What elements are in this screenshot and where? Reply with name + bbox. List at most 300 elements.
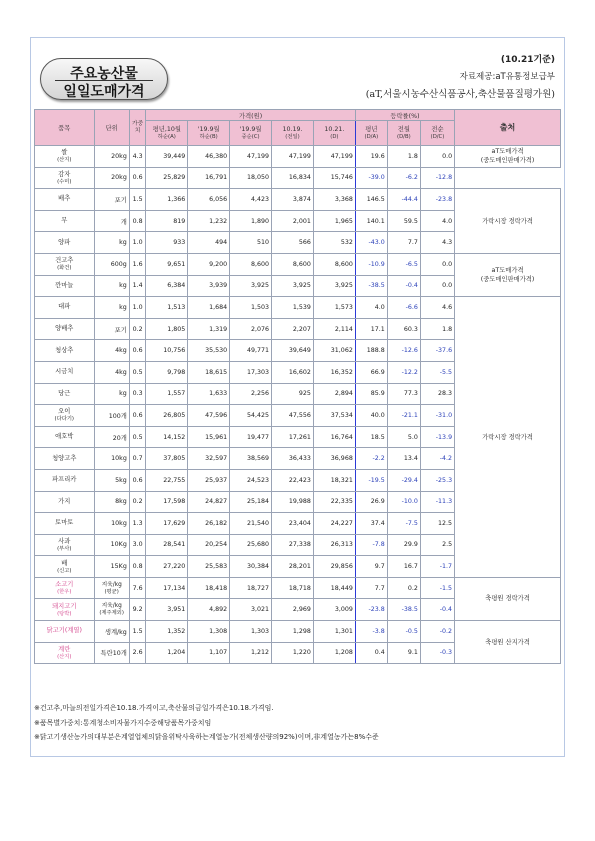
item-weight: 0.6 [129,469,146,491]
rate-vs-normal: 7.7 [355,577,387,599]
price-current: 37,534 [313,405,355,427]
rate-vs-normal: 26.9 [355,491,387,513]
price-normal: 17,629 [146,513,188,535]
item-weight: 7.6 [129,577,146,599]
rate-vs-period: -25.3 [420,469,454,491]
price-previous-day: 16,602 [272,361,314,383]
item-unit-text: 20개 [112,434,127,442]
item-unit-sub: (평균) [104,588,119,595]
item-unit-text: 지육/kg [101,603,122,610]
price-last-period: 38,569 [230,448,272,470]
rate-vs-normal: 146.5 [355,189,387,211]
title-line1: 주요농산물 [70,66,138,82]
rate-vs-normal: 18.5 [355,426,387,448]
item-name [35,146,95,168]
item-weight: 0.8 [129,210,146,232]
item-weight: 1.3 [129,513,146,535]
date-basis: (10.21기준) [500,55,555,65]
item-name-text: 양파 [58,238,71,246]
rate-vs-normal: 140.1 [355,210,387,232]
item-name [35,577,95,599]
price-current: 1,965 [313,210,355,232]
item-name-text: 시금치 [55,368,74,376]
header-price-group: 가격(원) [146,110,356,121]
item-name-text: 깐마늘 [55,281,74,289]
price-current: 47,199 [313,146,355,168]
rate-vs-normal: -3.8 [355,621,387,643]
table-row [35,253,561,275]
item-unit-text: 8kg [115,498,127,506]
price-current: 532 [313,232,355,254]
item-weight: 3.0 [129,534,146,556]
item-unit-text: 600g [110,260,127,268]
price-previous-day: 566 [272,232,314,254]
item-unit-text: 4kg [115,368,127,376]
item-name-text: 배 [61,559,68,567]
item-name-text: 건고추 [55,257,74,265]
item-name [35,513,95,535]
item-name-text: 당근 [58,389,71,397]
rate-vs-month: -6.6 [387,297,420,319]
price-normal: 1,352 [146,621,188,643]
rate-vs-period: 0.0 [420,146,454,168]
item-unit [94,318,129,340]
price-last-period: 510 [230,232,272,254]
source-label: 가락시장 경락가격 [482,217,533,225]
item-weight: 0.6 [129,405,146,427]
table-row [35,189,561,211]
price-previous-day: 16,834 [272,167,314,189]
price-last-period: 3,925 [230,275,272,297]
item-unit-text: 20kg [111,174,127,182]
rate-vs-normal: 19.6 [355,146,387,168]
footnotes [34,701,379,745]
header-source: 출처 [455,110,561,146]
item-name-text: 토마토 [55,519,74,527]
price-last-period: 2,256 [230,383,272,405]
price-last-month: 1,107 [188,642,230,664]
price-normal: 37,805 [146,448,188,470]
price-current: 36,968 [313,448,355,470]
rate-vs-period: -23.8 [420,189,454,211]
price-normal: 17,598 [146,491,188,513]
rate-vs-normal: 4.0 [355,297,387,319]
item-name-text: 무 [61,217,68,225]
item-name [35,318,95,340]
item-weight: 0.7 [129,448,146,470]
item-name-text: 계란 [58,645,71,653]
rate-vs-normal: 85.9 [355,383,387,405]
rate-vs-month: 60.3 [387,318,420,340]
item-name [35,361,95,383]
price-last-period: 24,523 [230,469,272,491]
item-unit [94,146,129,168]
item-name-text: 청상추 [55,346,74,354]
price-current: 29,856 [313,556,355,578]
item-unit [94,448,129,470]
price-last-month: 32,597 [188,448,230,470]
price-current: 2,894 [313,383,355,405]
item-unit-text: 지육/kg [101,581,122,588]
price-normal: 17,134 [146,577,188,599]
price-last-period: 49,771 [230,340,272,362]
price-normal: 3,951 [146,599,188,621]
price-last-month: 1,319 [188,318,230,340]
price-last-period: 1,303 [230,621,272,643]
price-current: 18,321 [313,469,355,491]
rate-vs-normal: 66.9 [355,361,387,383]
price-current: 26,313 [313,534,355,556]
price-current: 18,449 [313,577,355,599]
item-name [35,275,95,297]
title-badge [40,58,168,100]
item-name-text: 감자 [58,170,71,178]
item-name-sub: (탕박) [57,610,72,617]
price-last-period: 18,050 [230,167,272,189]
item-unit-text: 100개 [108,412,127,420]
item-unit [94,599,129,621]
item-name [35,642,95,664]
rate-vs-month: 0.2 [387,577,420,599]
price-previous-day: 17,261 [272,426,314,448]
rate-vs-normal: -39.0 [355,167,387,189]
rate-vs-normal: 0.4 [355,642,387,664]
item-unit [94,383,129,405]
price-last-month: 9,200 [188,253,230,275]
rate-vs-period: -5.5 [420,361,454,383]
item-unit-text: 15Kg [110,563,127,571]
item-name [35,297,95,319]
item-name-text: 오이 [58,408,71,416]
price-last-period: 3,021 [230,599,272,621]
title-line2: 일일도매가격 [63,84,145,100]
header-price-current: 10.21. (D) [313,121,355,146]
item-name [35,340,95,362]
item-unit-text: 10kg [111,455,127,463]
rate-vs-month: 16.7 [387,556,420,578]
data-provider: 자료제공:aT유통정보급부 [459,72,555,82]
header-rate-period: 전순 (D/C) [420,121,454,146]
item-weight: 0.6 [129,340,146,362]
rate-vs-normal: 37.4 [355,513,387,535]
price-normal: 1,805 [146,318,188,340]
header-rate-month: 전월 (D/B) [387,121,420,146]
source-cell [455,577,561,620]
item-weight: 4.3 [129,146,146,168]
rate-vs-period: -37.6 [420,340,454,362]
rate-vs-month: -6.2 [387,167,420,189]
item-unit-text: kg [119,239,127,247]
price-last-period: 21,540 [230,513,272,535]
rate-vs-month: -44.4 [387,189,420,211]
item-name-text: 양배추 [55,325,74,333]
table-row [35,146,561,168]
item-weight: 9.2 [129,599,146,621]
item-name-text: 닭고기(계열) [46,627,82,635]
rate-vs-period: -0.4 [420,599,454,621]
source-cell [455,253,561,296]
source-label-sub: (중도매인판매가격) [480,276,535,284]
item-weight: 1.5 [129,189,146,211]
price-last-period: 1,890 [230,210,272,232]
price-normal: 10,756 [146,340,188,362]
price-normal: 9,798 [146,361,188,383]
item-unit [94,642,129,664]
price-normal: 14,152 [146,426,188,448]
price-previous-day: 925 [272,383,314,405]
item-name-text: 돼지고기 [52,602,77,610]
item-unit [94,491,129,513]
rate-vs-period: 4.6 [420,297,454,319]
price-last-month: 25,937 [188,469,230,491]
item-unit-text: 생계/kg [104,628,127,636]
rate-vs-month: 7.7 [387,232,420,254]
source-cell [455,297,561,578]
item-unit [94,297,129,319]
item-weight: 0.5 [129,426,146,448]
rate-vs-period: 12.5 [420,513,454,535]
rate-vs-period: -1.7 [420,556,454,578]
footnote-1: ※건고추,마늘의전일가격은10.18.가격이고,축산물의금일가격은10.18.가격임. [34,704,274,712]
price-previous-day: 18,718 [272,577,314,599]
item-name-text: 소고기 [55,581,74,589]
price-last-month: 6,056 [188,189,230,211]
item-name-text: 청양고추 [52,454,77,462]
item-unit [94,534,129,556]
price-last-period: 1,503 [230,297,272,319]
item-weight: 1.4 [129,275,146,297]
item-weight: 1.5 [129,621,146,643]
item-name [35,621,95,643]
rate-vs-month: -0.5 [387,621,420,643]
header-price-b: '19.9월 하순(B) [188,121,230,146]
item-name-text: 쌀 [61,149,68,157]
header-unit: 단위 [94,110,129,146]
table-row [35,621,561,643]
item-weight: 0.2 [129,318,146,340]
rate-vs-normal: -19.5 [355,469,387,491]
price-last-month: 16,791 [188,167,230,189]
price-normal: 27,220 [146,556,188,578]
price-current: 1,208 [313,642,355,664]
price-normal: 25,829 [146,167,188,189]
rate-vs-period: -12.8 [420,167,454,189]
price-normal: 1,557 [146,383,188,405]
rate-vs-month: -10.0 [387,491,420,513]
rate-vs-period: -31.0 [420,405,454,427]
header-price-prev: 10.19. (전일) [272,121,314,146]
price-previous-day: 3,874 [272,189,314,211]
price-last-period: 8,600 [230,253,272,275]
item-name-sub: (신고) [57,567,72,574]
price-last-month: 35,530 [188,340,230,362]
item-unit [94,361,129,383]
price-last-month: 1,308 [188,621,230,643]
item-unit [94,621,129,643]
price-last-period: 4,423 [230,189,272,211]
rate-vs-month: -0.4 [387,275,420,297]
price-last-period: 47,199 [230,146,272,168]
rate-vs-month: -12.6 [387,340,420,362]
rate-vs-period: 1.8 [420,318,454,340]
item-weight: 0.8 [129,556,146,578]
rate-vs-month: 77.3 [387,383,420,405]
price-normal: 1,204 [146,642,188,664]
item-unit-text: 10kg [111,519,127,527]
item-unit [94,275,129,297]
item-name-sub: (부사) [57,545,72,552]
rate-vs-month: 9.1 [387,642,420,664]
price-previous-day: 19,988 [272,491,314,513]
item-unit [94,253,129,275]
rate-vs-normal: -2.2 [355,448,387,470]
item-unit-text: 5kg [115,476,127,484]
item-name-text: 사과 [58,537,71,545]
source-cell [455,189,561,254]
item-name [35,534,95,556]
price-previous-day: 28,201 [272,556,314,578]
price-normal: 6,384 [146,275,188,297]
price-current: 3,009 [313,599,355,621]
item-name-sub: (산지) [57,157,72,164]
item-unit [94,469,129,491]
price-last-month: 15,961 [188,426,230,448]
item-name [35,210,95,232]
item-unit-text: kg [119,390,127,398]
item-name [35,232,95,254]
price-last-month: 3,939 [188,275,230,297]
rate-vs-month: 29.9 [387,534,420,556]
price-current: 24,227 [313,513,355,535]
rate-vs-period: 4.3 [420,232,454,254]
rate-vs-normal: 17.1 [355,318,387,340]
source-label: 가락시장 경락가격 [482,433,533,441]
price-last-month: 20,254 [188,534,230,556]
price-previous-day: 2,969 [272,599,314,621]
rate-vs-month: 13.4 [387,448,420,470]
item-name-text: 대파 [58,303,71,311]
source-label: aT도매가격 [491,267,524,275]
item-unit [94,405,129,427]
item-unit [94,426,129,448]
price-current: 1,301 [313,621,355,643]
source-label: 축평원 경락가격 [485,595,530,603]
item-unit [94,340,129,362]
price-last-period: 18,727 [230,577,272,599]
price-previous-day: 2,001 [272,210,314,232]
item-name [35,426,95,448]
price-current: 16,764 [313,426,355,448]
price-current: 3,925 [313,275,355,297]
item-name-sub: (한우) [57,589,72,596]
price-normal: 28,541 [146,534,188,556]
rate-vs-normal: -43.0 [355,232,387,254]
item-unit [94,189,129,211]
rate-vs-period: -13.9 [420,426,454,448]
price-last-month: 494 [188,232,230,254]
item-weight: 0.5 [129,361,146,383]
price-table [34,109,561,664]
rate-vs-month: 5.0 [387,426,420,448]
item-unit [94,210,129,232]
item-name-sub: (산지) [57,653,72,660]
item-unit-text: kg [119,282,127,290]
item-name [35,491,95,513]
item-name [35,405,95,427]
item-name [35,448,95,470]
header-price-a: 평년,10월 하순(A) [146,121,188,146]
rate-vs-period: 4.0 [420,210,454,232]
price-previous-day: 36,433 [272,448,314,470]
price-last-period: 25,680 [230,534,272,556]
rate-vs-period: -0.3 [420,642,454,664]
item-weight: 0.2 [129,491,146,513]
price-last-period: 1,212 [230,642,272,664]
item-unit [94,513,129,535]
header-rate-group: 등락률(%) [355,110,454,121]
item-weight: 0.6 [129,167,146,189]
price-previous-day: 8,600 [272,253,314,275]
price-last-month: 24,827 [188,491,230,513]
price-normal: 933 [146,232,188,254]
source-label: 축평원 산지가격 [485,638,530,646]
item-name [35,556,95,578]
item-name [35,599,95,621]
rate-vs-period: -1.5 [420,577,454,599]
item-weight: 1.6 [129,253,146,275]
item-name [35,253,95,275]
rate-vs-normal: -38.5 [355,275,387,297]
price-table-body [35,146,561,664]
header-rate-normal: 평년 (D/A) [355,121,387,146]
price-last-period: 17,303 [230,361,272,383]
item-unit [94,232,129,254]
price-normal: 1,366 [146,189,188,211]
price-current: 16,352 [313,361,355,383]
price-previous-day: 47,199 [272,146,314,168]
table-row [35,297,561,319]
price-current: 31,062 [313,340,355,362]
price-last-period: 25,184 [230,491,272,513]
rate-vs-normal: -23.8 [355,599,387,621]
header-item: 품목 [35,110,95,146]
item-unit-text: 포기 [114,196,127,204]
rate-vs-period: 2.5 [420,534,454,556]
item-unit-text: kg [119,303,127,311]
price-last-month: 1,232 [188,210,230,232]
rate-vs-period: 0.0 [420,275,454,297]
price-current: 15,746 [313,167,355,189]
rate-vs-normal: 188.8 [355,340,387,362]
item-unit-text: 10Kg [110,541,127,549]
price-last-month: 25,583 [188,556,230,578]
price-previous-day: 27,338 [272,534,314,556]
item-unit-text: 개 [120,218,127,226]
price-last-month: 18,418 [188,577,230,599]
rate-vs-month: -7.5 [387,513,420,535]
item-name-text: 배추 [58,195,71,203]
table-row [35,167,561,189]
price-current: 1,573 [313,297,355,319]
price-previous-day: 3,925 [272,275,314,297]
price-last-month: 26,182 [188,513,230,535]
rate-vs-month: 1.8 [387,146,420,168]
rate-vs-month: -21.1 [387,405,420,427]
item-name-sub: (다다기) [54,416,74,423]
source-label: aT도매가격 [491,148,524,156]
header-price-c: '19.9월 중순(C) [230,121,272,146]
price-current: 22,335 [313,491,355,513]
